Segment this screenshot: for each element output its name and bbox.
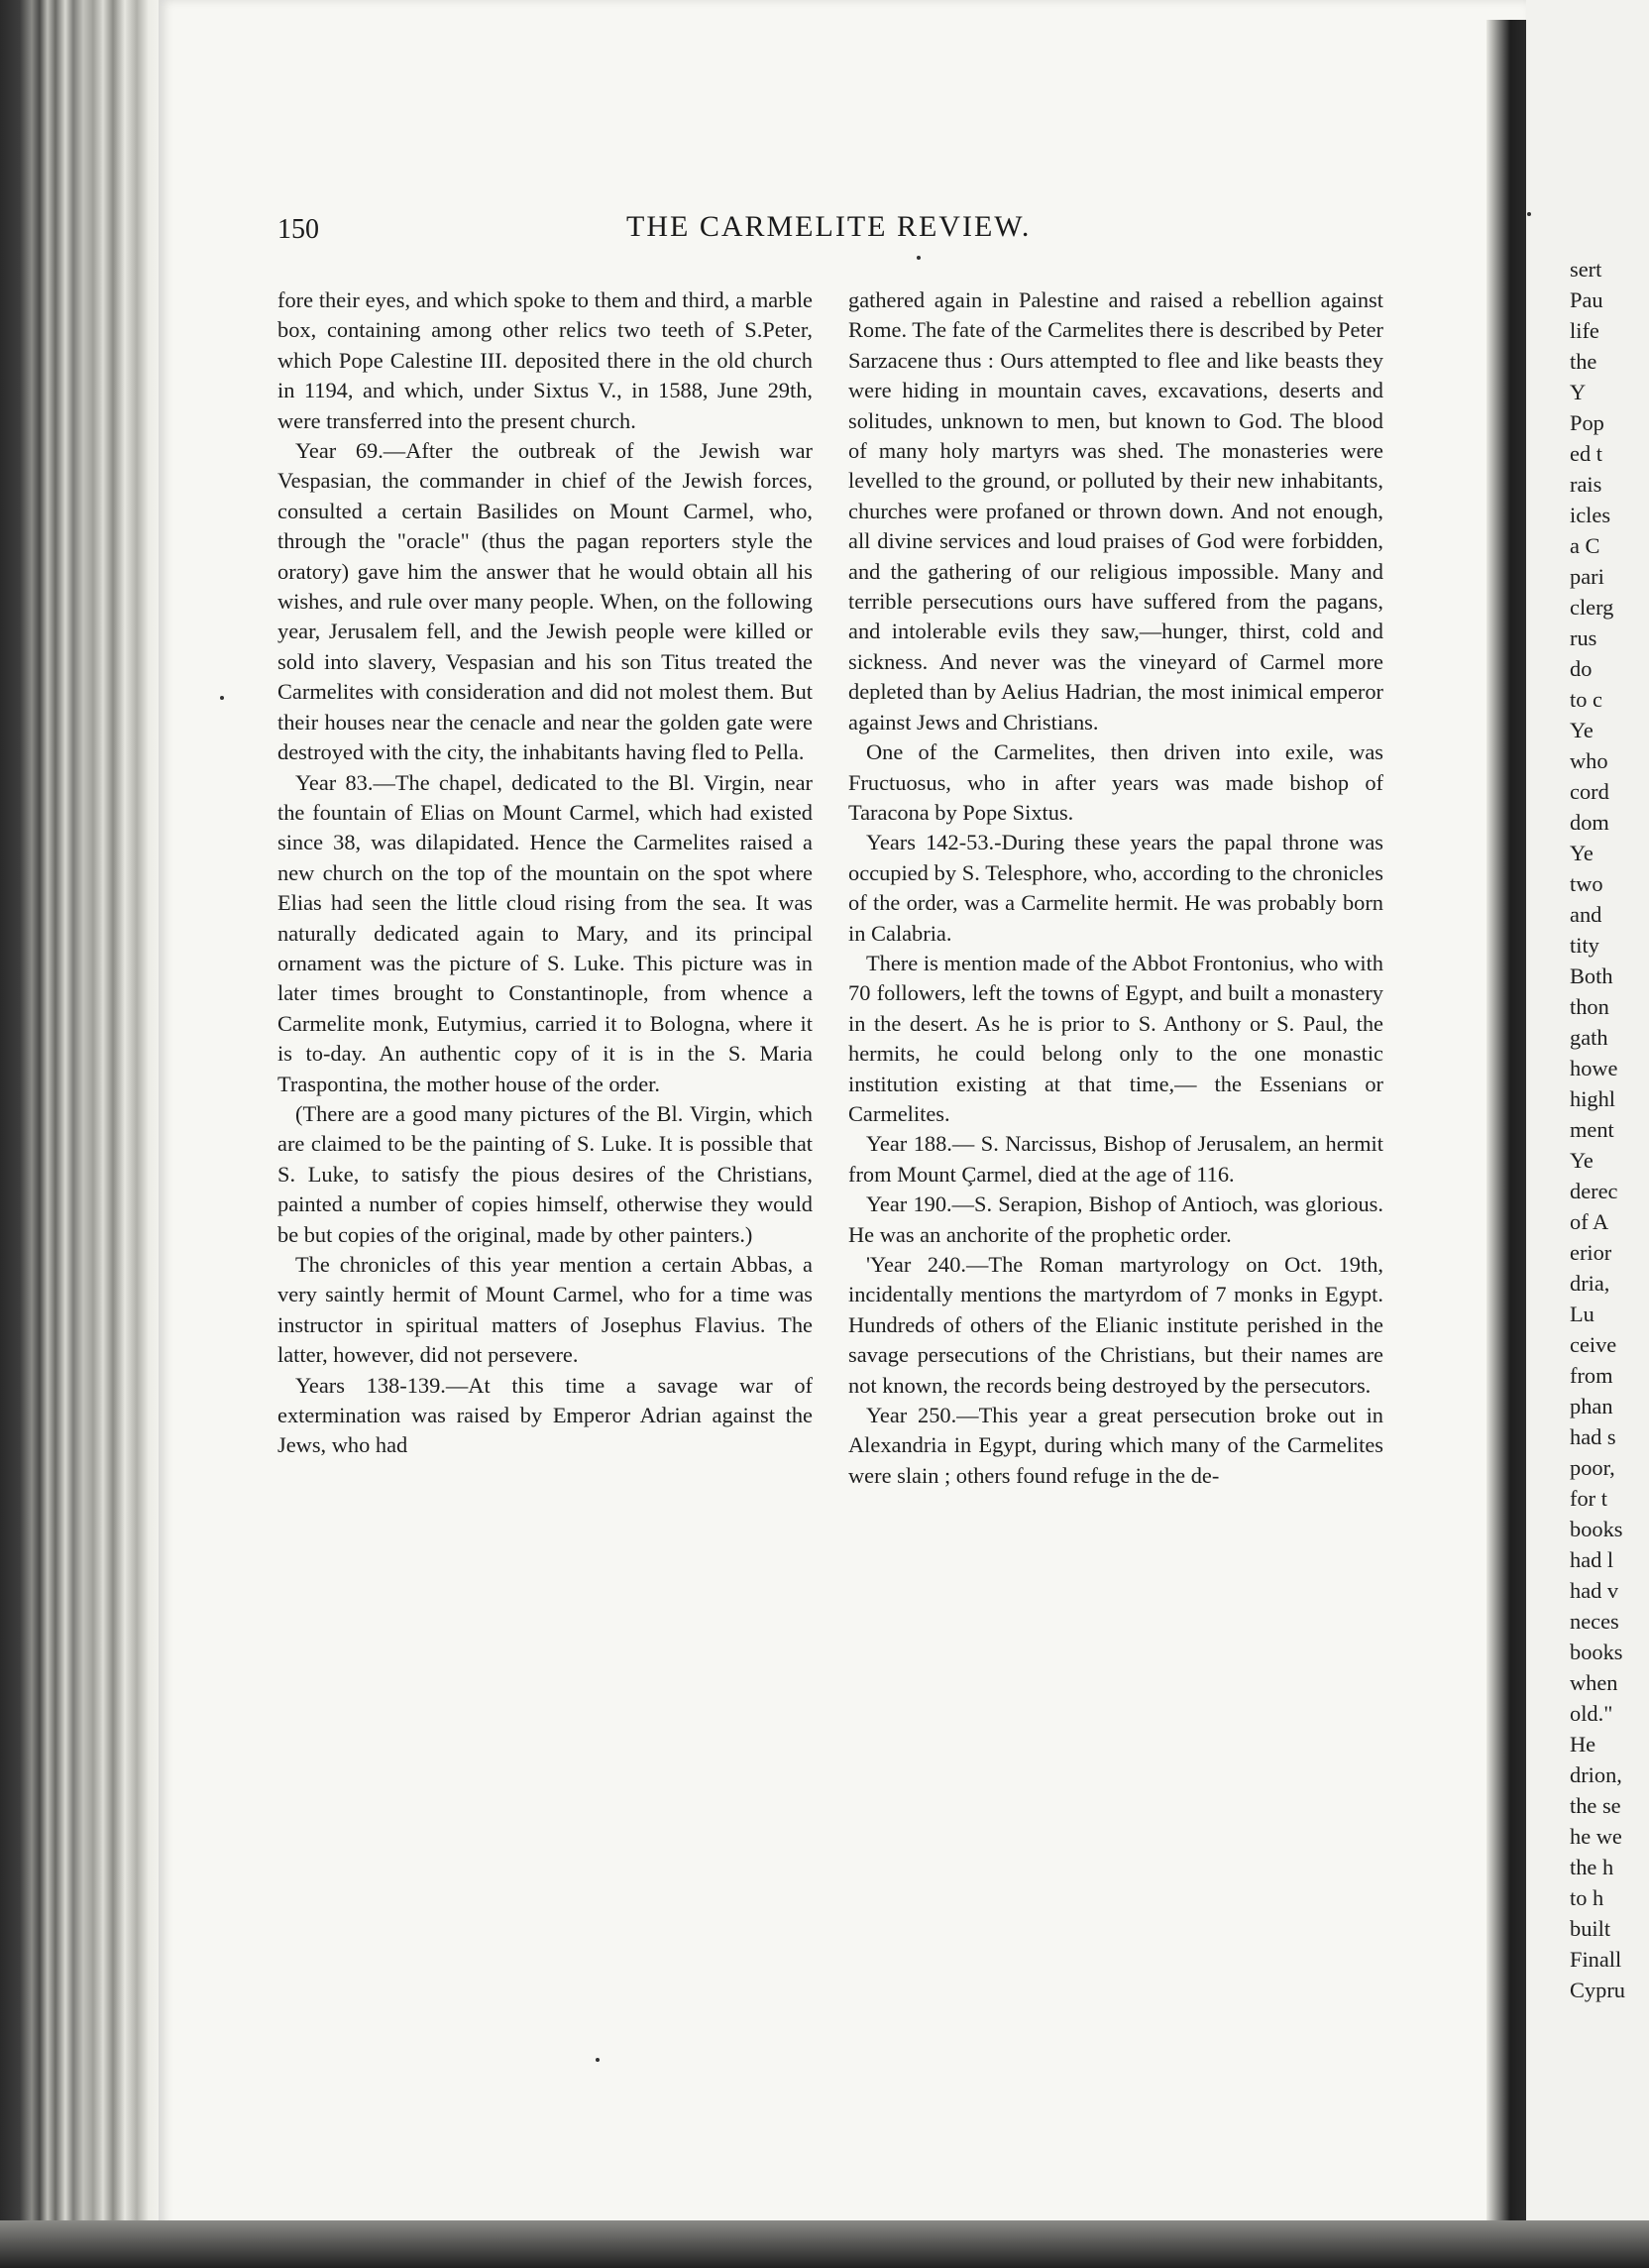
facing-line-fragment: old." bbox=[1570, 1701, 1613, 1726]
paragraph: gathered again in Palestine and raised a rebellion against Rome. The fate of the Carmelites there is described by Peter Sarzacene thus : Ours attempted to flee and like beasts they were hiding in mountain caves, excavations, deserts and solitudes, unknown to men, but known to God. The blood of many holy martyrs was shed. The monasteries were levelled to the ground, or polluted by their new inhabitants, churches were profaned or thrown down. And not enough, all divine services and loud praises of God were forbidden, and the gathering of our religious impossible. Many and terrible persecutions ours have suffered from the pagans, and intolerable evils they saw,—hunger, thirst, cold and sickness. And never was the vineyard of Carmel more depleted than by Aelius Hadrian, the most inimical emperor against Jews and Christians. bbox=[848, 287, 1383, 735]
facing-line-fragment: a C bbox=[1570, 533, 1600, 558]
facing-line-fragment: do bbox=[1570, 656, 1593, 681]
facing-line-fragment: books bbox=[1570, 1517, 1623, 1541]
facing-line-fragment: when bbox=[1570, 1670, 1618, 1695]
paragraph: Years 142-53.-During these years the papal throne was occupied by S. Telesphore, who, according to the chronicles of the order, was a Carmelite hermit. He was probably born in Calabria. bbox=[848, 830, 1383, 946]
scan-speck bbox=[220, 696, 224, 700]
facing-line-fragment: rais bbox=[1570, 472, 1602, 497]
facing-line-fragment: Y bbox=[1570, 380, 1587, 404]
facing-line-fragment: for t bbox=[1570, 1486, 1607, 1511]
facing-line-fragment: who bbox=[1570, 748, 1608, 773]
facing-line-fragment: Ye bbox=[1570, 841, 1594, 865]
paragraph: Year 190.—S. Serapion, Bishop of Antioch, was glorious. He was an anchorite of the prophetic order. bbox=[848, 1191, 1383, 1247]
facing-line-fragment: from bbox=[1570, 1363, 1613, 1388]
paragraph: (There are a good many pictures of the Bl. Virgin, which are claimed to be the painting of S. Luke. It is possible that S. Luke, to satisfy the pious desires of the Christians, painted a number of copies himself, otherwise they would be but copies of the original, made by other painters.) bbox=[277, 1100, 813, 1247]
facing-line-fragment: phan bbox=[1570, 1394, 1613, 1418]
page-gutter bbox=[1486, 20, 1526, 2240]
page-header bbox=[277, 210, 1387, 256]
paragraph: Year 188.— S. Narcissus, Bishop of Jerusalem, an hermit from Mount Çarmel, died at the age of 116. bbox=[848, 1131, 1383, 1187]
facing-line-fragment: dria, bbox=[1570, 1271, 1610, 1296]
facing-line-fragment: Ye bbox=[1570, 1148, 1594, 1173]
page-number: 150 bbox=[277, 214, 319, 245]
facing-line-fragment: gath bbox=[1570, 1025, 1608, 1050]
facing-line-fragment: ceive bbox=[1570, 1332, 1617, 1357]
facing-line-fragment: the se bbox=[1570, 1793, 1621, 1818]
paragraph: There is mention made of the Abbot Frontonius, who with 70 followers, left the towns of Egypt, and built a monastery in the desert. As he is prior to S. Anthony or S. Paul, the hermits, he could belong only to the one monastic institution existing at that time,— the Essenians or Carmelites. bbox=[848, 950, 1383, 1126]
facing-line-fragment: ment bbox=[1570, 1117, 1614, 1142]
facing-line-fragment: drion, bbox=[1570, 1762, 1622, 1787]
facing-line-fragment: tity bbox=[1570, 933, 1599, 958]
facing-line-fragment: built bbox=[1570, 1916, 1611, 1941]
facing-line-fragment: had v bbox=[1570, 1578, 1619, 1603]
facing-line-fragment: cord bbox=[1570, 779, 1609, 804]
facing-line-fragment: he we bbox=[1570, 1824, 1622, 1849]
facing-line-fragment: to c bbox=[1570, 687, 1602, 712]
facing-line-fragment: and bbox=[1570, 902, 1602, 927]
facing-line-fragment: life bbox=[1570, 318, 1599, 343]
facing-line-fragment: of A bbox=[1570, 1209, 1609, 1234]
facing-line-fragment: highl bbox=[1570, 1086, 1616, 1111]
facing-line-fragment: Ye bbox=[1570, 718, 1594, 742]
running-title: THE CARMELITE REVIEW. bbox=[626, 210, 1032, 243]
facing-line-fragment: books bbox=[1570, 1640, 1623, 1664]
scan-bottom-shadow bbox=[0, 2220, 1649, 2268]
facing-line-fragment: poor, bbox=[1570, 1455, 1615, 1480]
facing-line-fragment: clerg bbox=[1570, 595, 1614, 620]
facing-line-fragment: sert bbox=[1570, 257, 1602, 282]
facing-line-fragment: ed t bbox=[1570, 441, 1602, 466]
facing-line-fragment: howe bbox=[1570, 1056, 1618, 1080]
facing-line-fragment: dom bbox=[1570, 810, 1609, 835]
paragraph: One of the Carmelites, then driven into exile, was Fructuosus, who in after years was made bishop of Taracona by Pope Sixtus. bbox=[848, 739, 1383, 825]
paragraph: 'Year 240.—The Roman martyrology on Oct. 19th, incidentally mentions the martyrdom of 7 monks in Egypt. Hundreds of others of the Elianic institute perished in the savage persecutions of the Christians, but their names are not known, the records being destroyed by the persecutors. bbox=[848, 1252, 1383, 1398]
facing-line-fragment: Cypru bbox=[1570, 1978, 1625, 2002]
facing-line-fragment: derec bbox=[1570, 1179, 1618, 1203]
paragraph: Year 83.—The chapel, dedicated to the Bl. Virgin, near the fountain of Elias on Mount Carmel, which had existed since 38, was dilapidated. Hence the Carmelites raised a new church on the top of the mountain on the spot where Elias had seen the little cloud rising from the sea. It was naturally dedicated again to Mary, and its principal ornament was the picture of S. Luke. This picture was in later times brought to Constantinople, from whence a Carmelite monk, Eutymius, carried it to Bologna, where it is to-day. An authentic copy of it is in the S. Maria Traspontina, the mother house of the order. bbox=[277, 769, 813, 1096]
facing-line-fragment: pari bbox=[1570, 564, 1604, 589]
facing-line-fragment: Pau bbox=[1570, 287, 1603, 312]
facing-line-fragment: neces bbox=[1570, 1609, 1619, 1634]
facing-page-text-fragments bbox=[1570, 254, 1649, 2005]
facing-line-fragment: He bbox=[1570, 1732, 1596, 1757]
facing-line-fragment: had l bbox=[1570, 1547, 1614, 1572]
paragraph: Year 250.—This year a great persecution broke out in Alexandria in Egypt, during which many of the Carmelites were slain ; others found refuge in the de- bbox=[848, 1403, 1383, 1488]
left-text-column bbox=[277, 285, 813, 1461]
facing-line-fragment: Lu bbox=[1570, 1302, 1594, 1326]
right-text-column bbox=[848, 285, 1383, 1491]
facing-line-fragment: thon bbox=[1570, 994, 1609, 1019]
facing-line-fragment: had s bbox=[1570, 1424, 1616, 1449]
paragraph: fore their eyes, and which spoke to them and third, a marble box, containing among other relics two teeth of S.Peter, which Pope Calestine III. deposited there in the old church in 1194, and which, under Sixtus V., in 1588, June 29th, were transferred into the present church. bbox=[277, 287, 813, 433]
facing-line-fragment: the bbox=[1570, 349, 1597, 374]
paragraph: Years 138-139.—At this time a savage war of extermination was raised by Emperor Adrian against the Jews, who had bbox=[277, 1372, 813, 1458]
paragraph: Year 69.—After the outbreak of the Jewish war Vespasian, the commander in chief of the Jewish forces, consulted a certain Basilides on Mount Carmel, who, through the "oracle" (thus the pagan reporters style the oratory) gave him the answer that he would obtain all his wishes, and rule over many people. When, on the following year, Jerusalem fell, and the Jewish people were killed or sold into slavery, Vespasian and his son Titus treated the Carmelites with consideration and did not molest them. But their houses near the cenacle and near the golden gate were destroyed with the city, the inhabitants having fled to Pella. bbox=[277, 438, 813, 765]
facing-line-fragment: to h bbox=[1570, 1885, 1604, 1910]
facing-line-fragment: the h bbox=[1570, 1855, 1614, 1879]
scan-speck bbox=[917, 256, 921, 260]
paragraph: The chronicles of this year mention a certain Abbas, a very saintly hermit of Mount Carmel, who for a time was instructor in spiritual matters of Josephus Flavius. The latter, however, did not persevere. bbox=[277, 1252, 813, 1368]
facing-line-fragment: icles bbox=[1570, 503, 1611, 527]
scan-speck bbox=[596, 2058, 600, 2062]
facing-line-fragment: Both bbox=[1570, 964, 1613, 988]
book-spine-edge bbox=[0, 0, 164, 2268]
facing-line-fragment: Pop bbox=[1570, 410, 1604, 435]
facing-line-fragment: two bbox=[1570, 871, 1603, 896]
facing-line-fragment: rus bbox=[1570, 625, 1597, 650]
scan-speck bbox=[1527, 212, 1531, 216]
facing-line-fragment: Finall bbox=[1570, 1947, 1622, 1972]
facing-line-fragment: erior bbox=[1570, 1240, 1612, 1265]
